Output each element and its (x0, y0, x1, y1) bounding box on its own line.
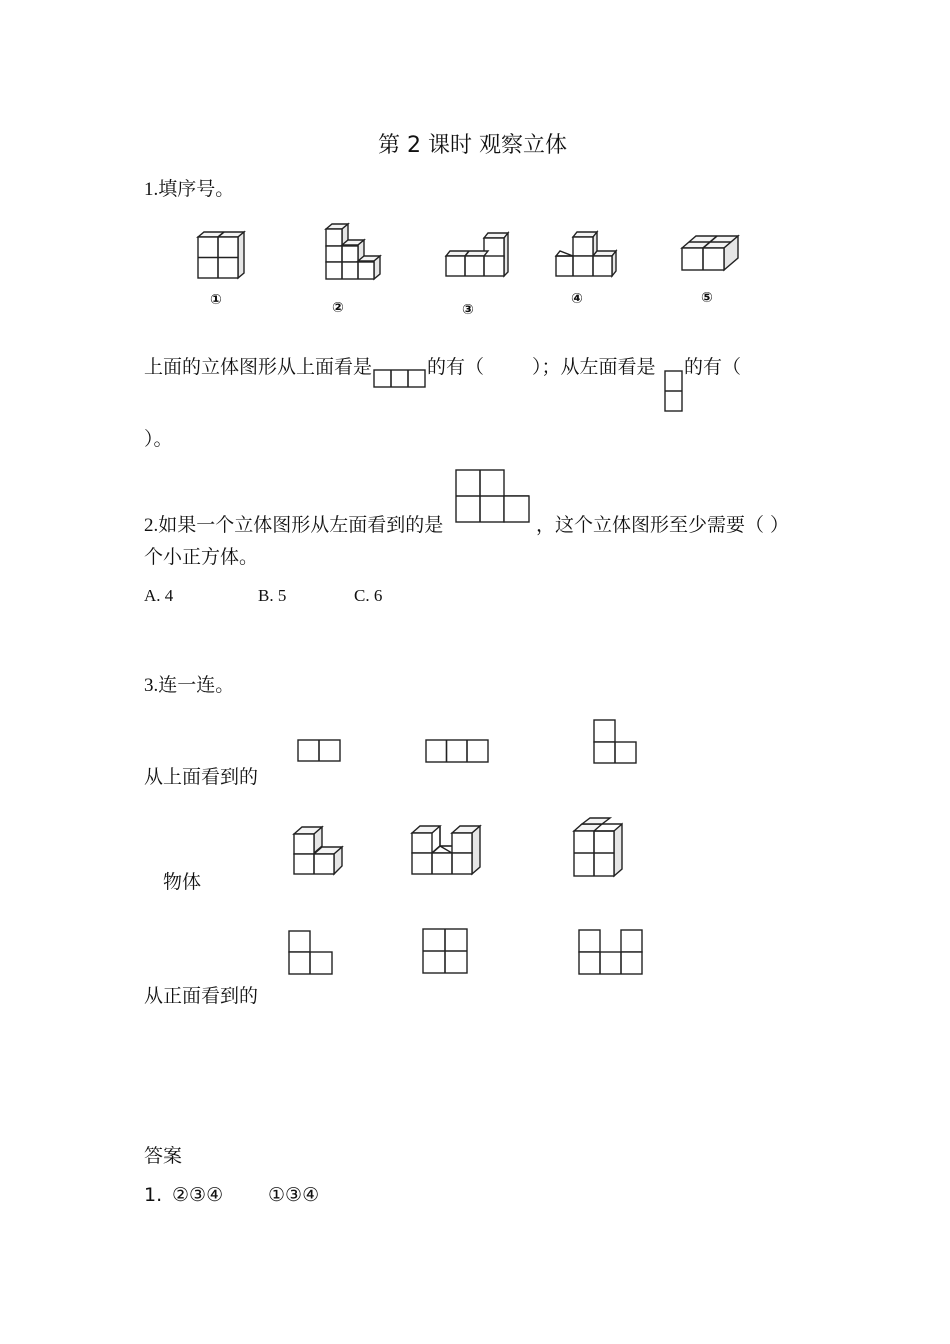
q3-text: 连一连。 (158, 674, 235, 696)
q2-text-part1: 如果一个立体图形从左面看到的是 (158, 514, 444, 536)
q3-row-bottom-label: 从正面看到的 (144, 985, 259, 1007)
q1-figure-2 (324, 223, 384, 283)
q1-number: 1. (144, 179, 159, 200)
q3-row-top-label: 从上面看到的 (144, 766, 259, 788)
q1-top-view-1x3-icon (373, 369, 427, 389)
q1-line1-part3: ）；从左面看是 (532, 356, 656, 378)
q3-front-view-b[interactable] (422, 928, 470, 975)
q3-top-view-a[interactable] (297, 739, 343, 764)
q1-line1-part1: 上面的立体图形从上面看是 (144, 356, 373, 378)
q1-heading (144, 174, 234, 201)
q2-text-line2: 个小正方体。 (144, 546, 259, 568)
q3-object-c[interactable] (572, 817, 628, 879)
q1-answer-blank-2[interactable] (744, 372, 784, 374)
q1-figure-3 (444, 230, 514, 280)
q1-text: 填序号。 (158, 178, 235, 200)
answer-1-number: 1. (144, 1184, 163, 1206)
q3-top-view-b[interactable] (425, 739, 491, 764)
q1-figure-3-label: ③ (462, 302, 474, 318)
q1-figure-4 (554, 229, 624, 279)
q3-front-view-a[interactable] (288, 930, 334, 976)
q2-option-c[interactable]: C. 6 (354, 586, 383, 605)
q2-left-view-shape (455, 469, 535, 525)
q1-figure-1-label: ① (210, 292, 222, 308)
page-title: 第 2 课时 观察立体 (378, 133, 567, 158)
q1-line1-part2: 的有（ (427, 356, 485, 378)
q1-figure-5 (680, 234, 744, 274)
q2-text-part2: ，这个立体图形至少需要（ ） (536, 514, 790, 536)
q3-front-view-c[interactable] (578, 929, 646, 977)
q1-figure-5-label: ⑤ (701, 290, 713, 306)
q2-number: 2. (144, 515, 159, 536)
q1-figure-1 (196, 232, 256, 282)
answers-heading: 答案 (144, 1145, 183, 1167)
q2-option-b[interactable]: B. 5 (258, 586, 287, 605)
q1-line2: ）。 (144, 428, 173, 450)
q2-option-a[interactable]: A. 4 (144, 586, 174, 605)
q1-figure-4-label: ④ (571, 291, 583, 307)
q1-answer-blank-1[interactable] (486, 372, 528, 374)
q3-heading (144, 670, 234, 697)
q3-object-a[interactable] (292, 824, 348, 878)
q1-left-view-2x1-icon (664, 370, 684, 413)
answer-1-part-b: ①③④ (268, 1184, 320, 1206)
q1-line1-part4: 的有（ (684, 356, 742, 378)
q2-line1 (144, 510, 443, 537)
q3-row-mid-label: 物体 (163, 871, 202, 893)
q3-number: 3. (144, 675, 159, 696)
answer-1-part-a: ②③④ (172, 1184, 224, 1206)
q3-top-view-c[interactable] (593, 719, 639, 766)
q1-figure-2-label: ② (332, 300, 344, 316)
q3-object-b[interactable] (410, 822, 484, 878)
